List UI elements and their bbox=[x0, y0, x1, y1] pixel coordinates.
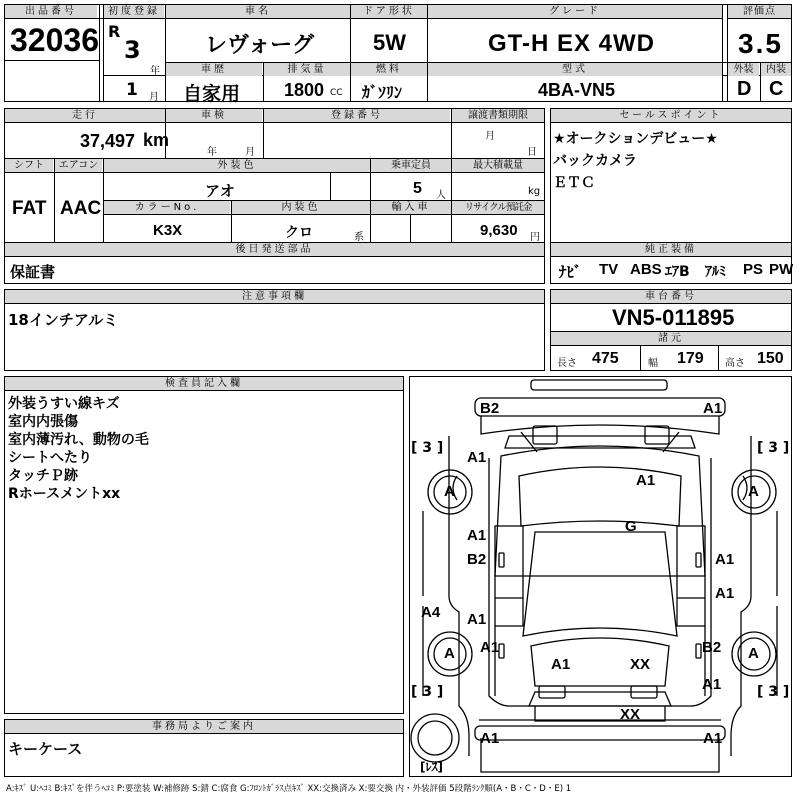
legend: A:ｷｽﾞ U:ﾍｺﾐ B:ｷｽﾞを伴うﾍｺﾐ P:要塗装 W:補修跡 S:錆 C:腐食 G:ﾌﾛﾝﾄｶﾞﾗｽ点ｷｽﾞ XX:交換済み X:要交換 内・外装評価 5段階ﾗﾝｸ順(A・B・C・D・E) 1 bbox=[6, 784, 572, 794]
capacity: 5 bbox=[413, 180, 422, 197]
mark-tail-right-xx: XX bbox=[630, 656, 651, 673]
office-text: キーケース bbox=[8, 740, 83, 758]
capacity-label: 乗車定員 bbox=[371, 159, 451, 172]
mark-windshield: G bbox=[625, 518, 637, 535]
displacement: 1800 bbox=[284, 80, 325, 100]
colorno-label: カラーNo. bbox=[104, 201, 230, 214]
mark-front-door-left: A1 bbox=[467, 527, 487, 544]
color-label: 外装色 bbox=[104, 159, 370, 172]
dims-label: 諸元 bbox=[551, 332, 791, 345]
mark-front-door-right: A1 bbox=[715, 551, 735, 568]
maxload-unit: kg bbox=[528, 186, 541, 197]
ext-label: 外装 bbox=[728, 63, 759, 76]
capacity-unit: 人 bbox=[436, 190, 446, 201]
height: 150 bbox=[757, 350, 784, 367]
intcolor: クロ bbox=[285, 225, 313, 241]
transfer-label: 譲渡書類期限 bbox=[452, 109, 544, 122]
transfer-month-unit: 月 bbox=[485, 131, 495, 142]
reg-label: 初度登録 bbox=[104, 5, 164, 18]
tire-front-right: A bbox=[748, 483, 759, 500]
mark-rocker-left: A4 bbox=[421, 604, 441, 621]
reg-year: 3 bbox=[124, 36, 141, 64]
tire-rear-left: A bbox=[444, 645, 455, 662]
mark-hood: A1 bbox=[636, 472, 656, 489]
recycle-label: リサイクル預託金 bbox=[452, 201, 544, 214]
hgt-label: 高さ bbox=[725, 358, 745, 369]
mark-rear-panel-xx: XX bbox=[620, 706, 641, 723]
recycle: 9,630 bbox=[480, 222, 518, 239]
car-name-label: 車名 bbox=[166, 5, 350, 18]
inspector-line-5: タッチＰ跡 bbox=[8, 468, 78, 484]
mark-front-bumper-left: B2 bbox=[480, 400, 500, 417]
len-label: 長さ bbox=[557, 358, 577, 369]
inspection-label: 車検 bbox=[166, 109, 262, 122]
int-label: 内装 bbox=[761, 63, 791, 76]
displacement-unit: CC bbox=[330, 88, 343, 98]
fuel: ｶﾞｿﾘﾝ bbox=[362, 83, 403, 102]
intcolor-label: 内装色 bbox=[232, 201, 370, 214]
inspector-line-1: 外装うすい線キズ bbox=[8, 396, 120, 412]
equip-item-pw: PW bbox=[769, 261, 794, 278]
mileage-unit: km bbox=[143, 130, 170, 150]
sales-label: セールスポイント bbox=[551, 109, 791, 122]
equip-item-alloy: ｱﾙﾐ bbox=[705, 264, 726, 280]
mark-front-bumper-right: A1 bbox=[703, 400, 723, 417]
maxload-label: 最大積載量 bbox=[452, 159, 544, 172]
displacement-label: 排気量 bbox=[264, 63, 350, 76]
score-label: 評価点 bbox=[728, 5, 791, 18]
inspection-year-unit: 年 bbox=[207, 147, 217, 158]
caution-text: 18インチアルミ bbox=[8, 311, 119, 329]
chassis-label: 車台番号 bbox=[551, 290, 791, 303]
shift-label: シフト bbox=[5, 159, 53, 172]
mark-rear-door-left: A1 bbox=[467, 611, 487, 628]
tread-rear-left: [ 3 ] bbox=[411, 684, 444, 700]
later-label: 後日発送部品 bbox=[5, 243, 544, 256]
sales-line-3: ＥＴＣ bbox=[553, 175, 595, 191]
equip-item-ps: PS bbox=[743, 261, 764, 278]
int-score: C bbox=[769, 78, 784, 100]
lot-no: 32036 bbox=[10, 22, 99, 58]
reg-year-unit: 年 bbox=[150, 66, 160, 77]
colorno: K3X bbox=[153, 222, 183, 239]
model: 4BA-VN5 bbox=[538, 80, 616, 100]
equip-item-abs: ABS bbox=[630, 261, 662, 278]
mileage-label: 走行 bbox=[5, 109, 165, 122]
tread-front-left: [ 3 ] bbox=[411, 440, 444, 456]
door: 5W bbox=[373, 30, 406, 55]
mark-rear-bumper-right: A1 bbox=[703, 730, 723, 747]
sales-line-1: ★オークションデビュー★ bbox=[553, 131, 718, 147]
reg-era: R bbox=[108, 22, 121, 41]
door-label: ドア形状 bbox=[351, 5, 427, 18]
grade: GT-H EX 4WD bbox=[488, 30, 656, 57]
inspector-line-4: シートへたり bbox=[8, 450, 92, 466]
ext-score: D bbox=[737, 78, 752, 100]
inspector-line-2: 室内内張傷 bbox=[8, 414, 78, 430]
color: アオ bbox=[205, 182, 235, 200]
intcolor-unit: 系 bbox=[354, 232, 364, 243]
office-label: 事務局よりご案内 bbox=[5, 720, 403, 733]
shift: FAT bbox=[12, 198, 47, 219]
regno-label: 登録番号 bbox=[264, 109, 450, 122]
car-name: レヴォーグ bbox=[205, 33, 315, 58]
history-label: 車歴 bbox=[166, 63, 262, 76]
tire-front-left: A bbox=[444, 483, 455, 500]
caution-label: 注意事項欄 bbox=[5, 290, 544, 303]
mark-tail-left: A1 bbox=[551, 656, 571, 673]
grade-label: グレード bbox=[428, 5, 722, 18]
tire-rear-right: A bbox=[748, 645, 759, 662]
later-parts: 保証書 bbox=[10, 263, 56, 281]
mark-rear-fender-left: A1 bbox=[480, 639, 500, 656]
mark-rear-door-right: A1 bbox=[715, 585, 735, 602]
equip-label: 純正装備 bbox=[551, 243, 791, 256]
score: 3.5 bbox=[738, 28, 783, 59]
inspection-month-unit: 月 bbox=[245, 147, 255, 158]
mileage: 37,497 bbox=[80, 131, 136, 151]
reg-month: 1 bbox=[126, 80, 138, 100]
mark-rear-bumper-left: A1 bbox=[480, 730, 500, 747]
reg-month-unit: 月 bbox=[149, 92, 159, 103]
ac: AAC bbox=[60, 198, 102, 219]
inspector-label: 検査員記入欄 bbox=[5, 377, 403, 390]
ac-label: エアコン bbox=[55, 159, 102, 172]
length: 475 bbox=[592, 350, 619, 367]
car-body-diagram bbox=[409, 376, 792, 777]
mark-rear-quarter-right: A1 bbox=[702, 676, 722, 693]
recycle-unit: 円 bbox=[530, 232, 540, 243]
chassis-number: VN5-011895 bbox=[612, 305, 735, 330]
mark-front-door-left-2: B2 bbox=[467, 551, 487, 568]
equip-item-airbag: ｴｱB bbox=[665, 264, 690, 280]
inspector-line-3: 室内薄汚れ、動物の毛 bbox=[8, 432, 149, 448]
import-label: 輸入車 bbox=[371, 201, 451, 214]
transfer-day-unit: 日 bbox=[527, 147, 537, 158]
sales-line-2: バックカメラ bbox=[553, 153, 637, 169]
lot-no-label: 出品番号 bbox=[5, 5, 97, 18]
equip-item-tv: TV bbox=[599, 261, 619, 278]
equip-item-navi: ﾅﾋﾞ bbox=[559, 263, 582, 281]
mark-rear-fender-right: B2 bbox=[702, 639, 722, 656]
width: 179 bbox=[677, 350, 704, 367]
spare-tire-status: [ﾚｽ] bbox=[420, 760, 443, 774]
tread-rear-right: [ 3 ] bbox=[757, 684, 790, 700]
inspector-line-6: Rホースメントxx bbox=[8, 486, 121, 502]
fuel-label: 燃料 bbox=[351, 63, 427, 76]
tread-front-right: [ 3 ] bbox=[757, 440, 790, 456]
mark-front-fender-left: A1 bbox=[467, 449, 487, 466]
history: 自家用 bbox=[183, 83, 241, 105]
wid-label: 幅 bbox=[648, 358, 658, 369]
model-label: 型式 bbox=[428, 63, 722, 76]
